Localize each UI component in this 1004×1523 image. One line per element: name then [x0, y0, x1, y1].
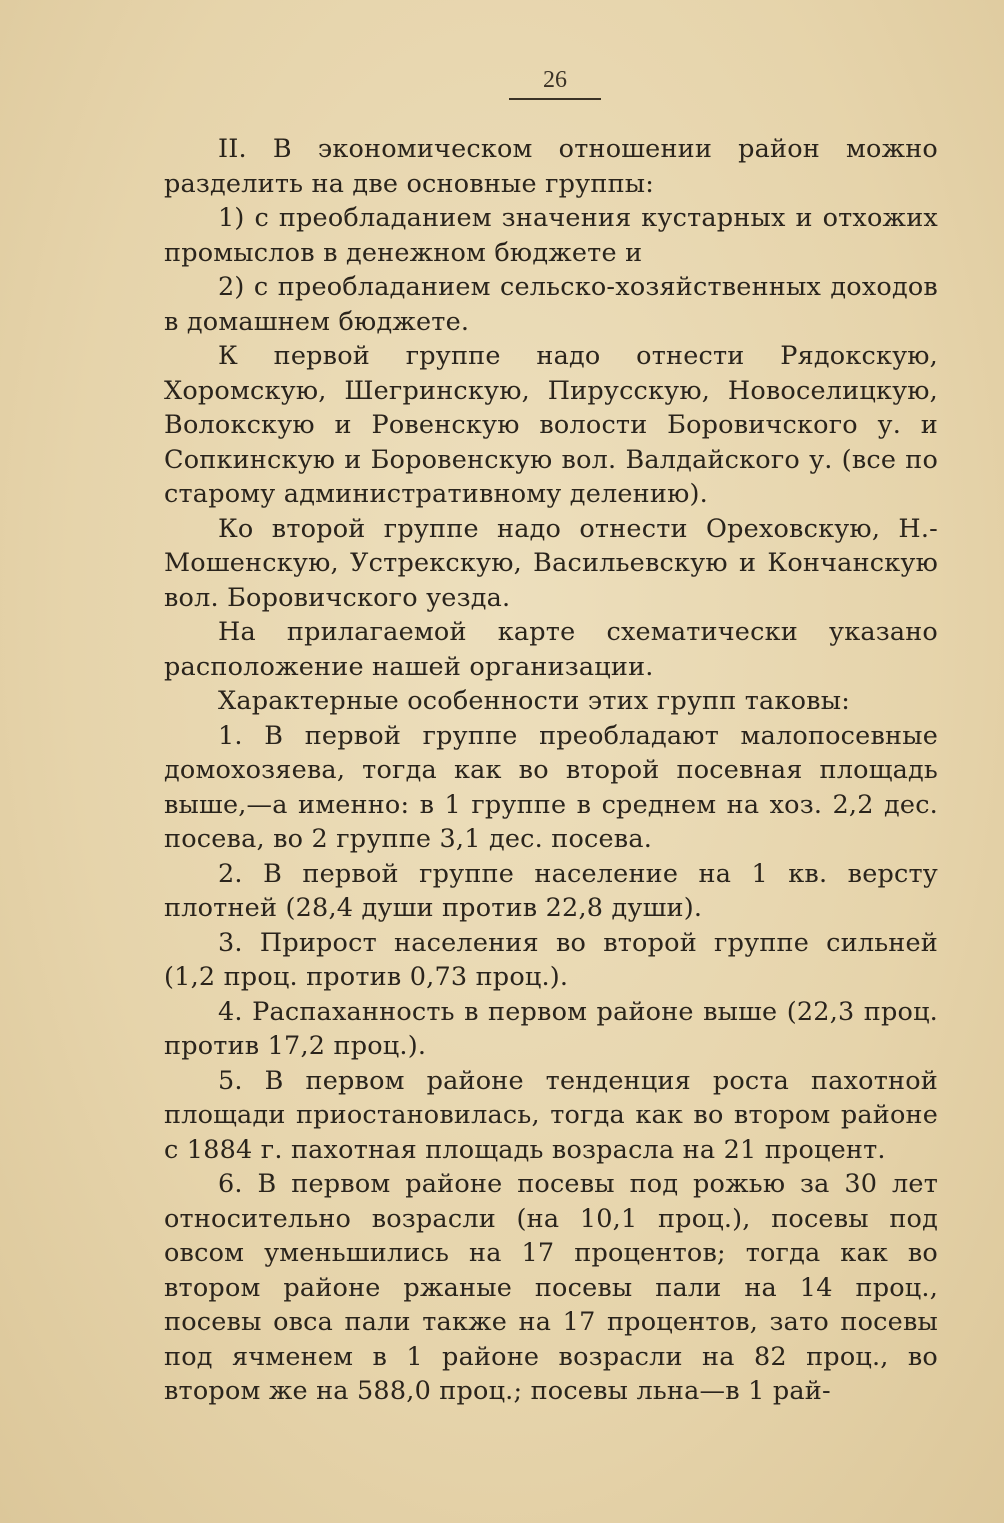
- paragraph: II. В экономическом отношении район можно разделить на две основные группы:: [164, 134, 938, 199]
- page-number-rule: [509, 98, 601, 100]
- paragraph: 3. Прирост населения во второй группе сильней (1,2 проц. против 0,73 проц.).: [164, 927, 938, 992]
- page-number: 26: [543, 67, 567, 93]
- paragraph: Ко второй группе надо отнести Ореховскую, Н.-Мошенскую, Устрекскую, Васильевскую и Кончанскую вол. Боровичского уезда.: [164, 513, 938, 613]
- paragraph: К первой группе надо отнести Рядокскую, Хоромскую, Шегринскую, Пирусскую, Новоселицкую, Волокскую и Ровенскую волости Боровичского у. и Сопкинскую и Боровенскую вол. Валдайского у. (все по старому административному делению).: [164, 341, 938, 509]
- paragraph: 5. В первом районе тенденция роста пахотной площади приостановилась, тогда как во втором районе с 1884 г. пахотная площадь возрасла на 21 процент.: [164, 1065, 938, 1165]
- paragraph: 2. В первой группе население на 1 кв. версту плотней (28,4 души против 22,8 души).: [164, 858, 938, 923]
- paragraph: 4. Распаханность в первом районе выше (22,3 проц. против 17,2 проц.).: [164, 996, 938, 1061]
- paragraph: На прилагаемой карте схематически указано расположение нашей организации.: [164, 617, 938, 682]
- paragraph: 6. В первом районе посевы под рожью за 30 лет относительно возрасли (на 10,1 проц.), посевы под овсом уменьшились на 17 процентов; тогда как во втором районе ржаные посевы пали на 14 проц., посевы овса пали также на 17 процентов, зато посевы под ячменем в 1 районе возрасли на 82 проц., во втором же на 588,0 проц.; посевы льна—в 1 рай-: [164, 1169, 938, 1406]
- paragraph: 1. В первой группе преобладают малопосевные домохозяева, тогда как во второй посевная площадь выше,—а именно: в 1 группе в среднем на хоз. 2,2 дес. посева, во 2 группе 3,1 дес. посева.: [164, 720, 938, 854]
- paragraph: Характерные особенности этих групп таковы:: [218, 686, 850, 716]
- body-text: [164, 132, 938, 1409]
- paragraph: 2) с преобладанием сельско-хозяйственных доходов в домашнем бюджете.: [164, 272, 938, 337]
- paragraph: 1) с преобладанием значения кустарных и отхожих промыслов в денежном бюджете и: [164, 203, 938, 268]
